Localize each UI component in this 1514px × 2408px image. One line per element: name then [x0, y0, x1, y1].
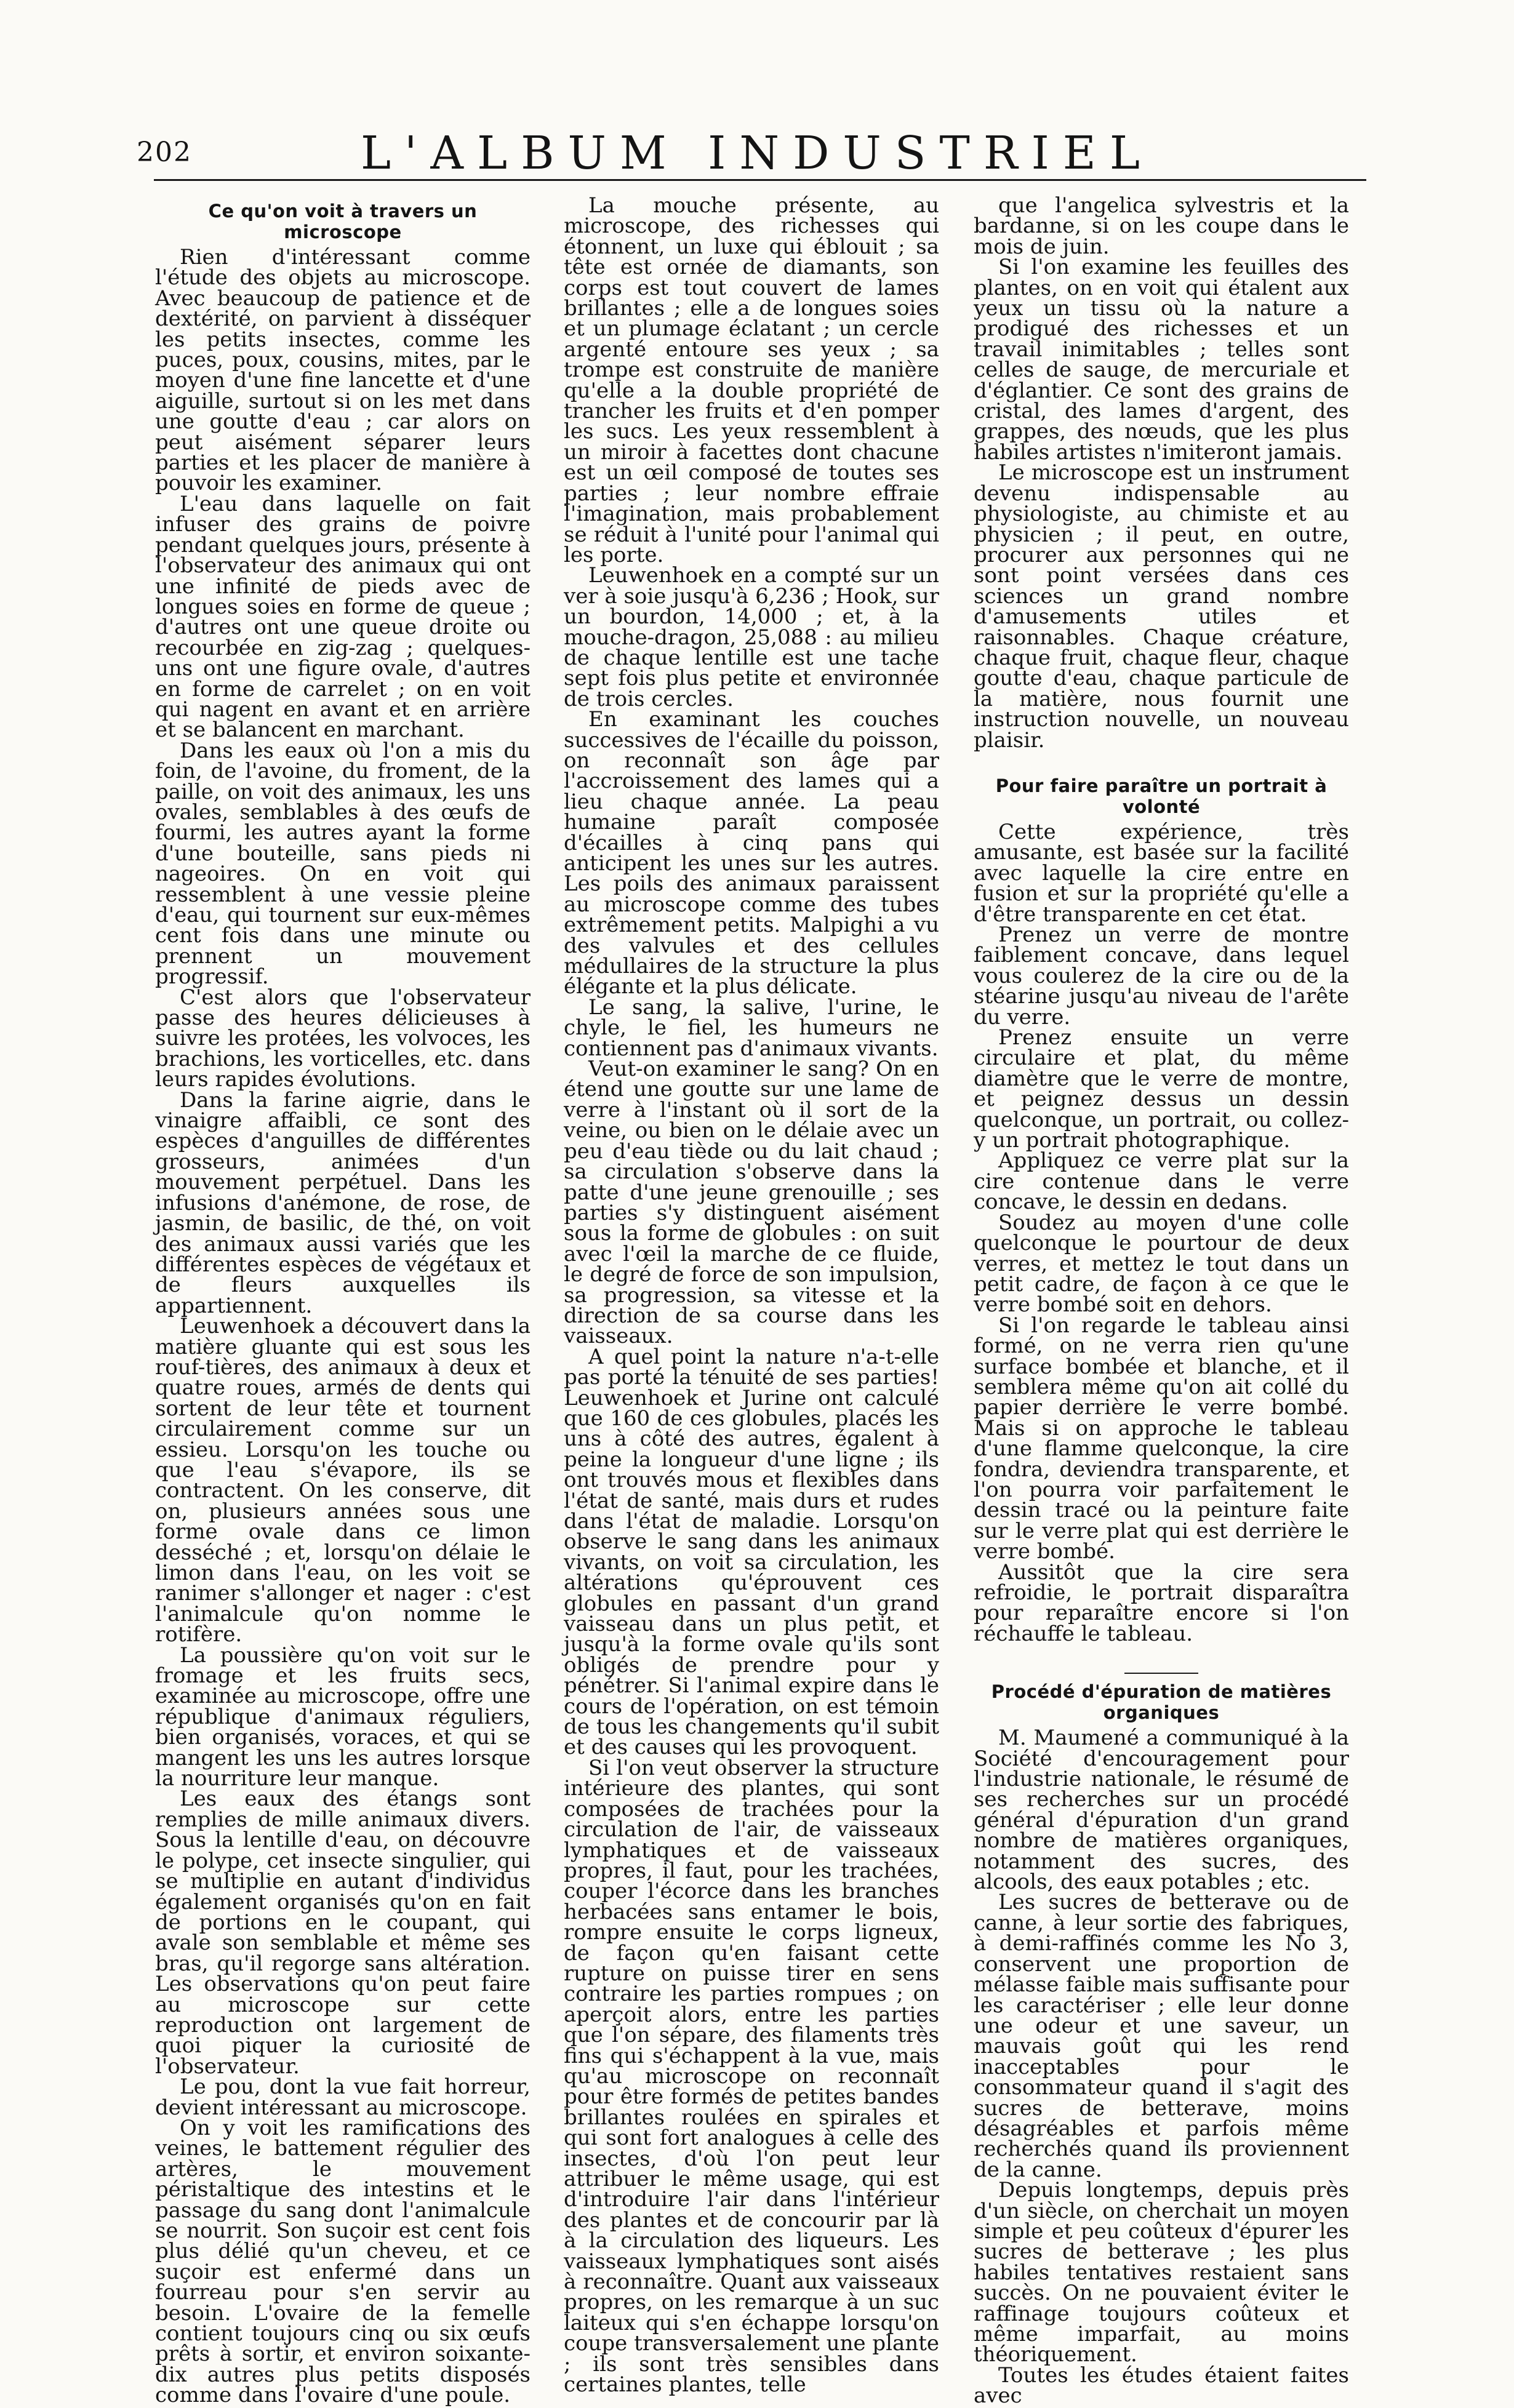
paragraph: C'est alors que l'observateur passe des heures délicieuses à suivre les protées, les volvoces, les brachions, les vorticelles, etc. dans leurs rapides évolutions.	[155, 985, 531, 1092]
paragraph: Toutes les études étaient faites avec	[974, 2362, 1349, 2408]
paragraph: que l'angelica sylvestris et la bardanne, si on les coupe dans le mois de juin.	[974, 193, 1349, 259]
page-number: 202	[137, 137, 192, 168]
paragraph: Appliquez ce verre plat sur la cire contenue dans le verre concave, le dessin en dedans.	[974, 1148, 1349, 1215]
section-heading-epuration: Procédé d'épuration de matières organiques	[991, 1681, 1332, 1724]
paragraph: Si l'on veut observer la structure intérieure des plantes, qui sont composées de trachées pour la circulation de l'air, de vaisseaux lymphatiques et de vaisseaux propres, il faut, pour les trachées, couper l'écorce dans les branches herbacées sans entamer le bois, rompre ensuite le corps ligneux, de façon qu'en faisant cette rupture on puisse tirer en sens contraire les parties rompues ; on aperçoit alors, entre les parties que l'on sépare, des filaments très fins qui s'échappent à la vue, mais qu'au microscope on reconnaît pour être formés de petites bandes brillantes roulées en spirales et qui sont fort analogues à celle des insectes, d'où l'on peut leur attribuer le même usage, qui est d'introduire l'air dans l'intérieur des plantes et de concourir par là à la circulation des liqueurs. Les vaisseaux lymphatiques sont aisés à reconnaître. Quant aux vaisseaux propres, on les remarque à un suc laiteux qui s'en échappe lorsqu'on coupe transversalement une plante ; ils sont très sensibles dans certaines plantes, telle	[564, 1755, 939, 2398]
paragraph: Le microscope est un instrument devenu indispensable au physiologiste, au chimiste et au physicien ; il peut, en outre, procurer aux personnes qui ne sont point versées dans ces sciences un grand nombre d'amusements utiles et raisonnables. Chaque créature, chaque fruit, chaque fleur, chaque goutte d'eau, chaque particule de la matière, nous fournit une instruction nouvelle, un nouveau plaisir.	[974, 460, 1349, 753]
paragraph: Si l'on regarde le tableau ainsi formé, on ne verra rien qu'une surface bombée et blanche, et il semblera même qu'on ait collé du papier derrière le verre bombé. Mais si on approche le tableau d'une flamme quelconque, la cire fondra, deviendra transparente, et l'on pourra voir parfaitement le dessin tracé ou la peinture faite sur le verre plat qui est derrière le verre bombé.	[974, 1313, 1349, 1564]
paragraph: En examinant les couches successives de l'écaille du poisson, on reconnaît son âge par l'accroissement des lames qui a lieu chaque année. La peau humaine paraît composée d'écailles à cinq pans qui anticipent les unes sur les autres. Les poils des animaux paraissent au microscope comme des tubes extrêmement petits. Malpighi a vu des valvules et des cellules médullaires de la structure la plus élégante et la plus délicate.	[564, 707, 939, 999]
section-heading-microscope: Ce qu'on voit à travers un microscope	[208, 201, 478, 242]
paragraph: Le pou, dont la vue fait horreur, devient intéressant au microscope.	[155, 2074, 531, 2120]
section-divider	[1124, 1673, 1198, 1674]
journal-title: L'ALBUM INDUSTRIEL	[361, 127, 1153, 180]
paragraph: Le sang, la salive, l'urine, le chyle, le fiel, les humeurs ne contiennent pas d'animaux vivants.	[564, 994, 939, 1061]
paragraph: Veut-on examiner le sang? On en étend une goutte sur une lame de verre à l'instant où il sort de la veine, ou bien on le délaie avec un peu d'eau tiède ou du lait chaud ; sa circulation s'observe dans la patte d'une jeune grenouille ; ses parties s'y distinguent aisément sous la forme de globules : on suit avec l'œil la marche de ce fluide, le degré de force de son impulsion, sa progression, sa vitesse et la direction de sa course dans les vaisseaux.	[564, 1057, 939, 1349]
paragraph: Prenez ensuite un verre circulaire et plat, du même diamètre que le verre de montre, et peignez dessus un dessin quelconque, un portrait, ou collez-y un portrait photographique.	[974, 1025, 1349, 1153]
paragraph: Les sucres de betterave ou de canne, à leur sortie des fabriques, à demi-raffinés comme les No 3, conservent une proportion de mélasse faible mais suffisante pour les caractériser ; elle leur donne une odeur et une saveur, un mauvais goût qui les rend inacceptables pour le consommateur quand il s'agit des sucres de betterave, moins désagréables et parfois même recherchés quand ils proviennent de la canne.	[974, 1890, 1349, 2182]
paragraph: Soudez au moyen d'une colle quelconque le pourtour de deux verres, et mettez le tout dans un petit cadre, de façon à ce que le verre bombé soit en dehors.	[974, 1210, 1349, 1318]
paragraph: Leuwenhoek en a compté sur un ver à soie jusqu'à 6,236 ; Hook, sur un bourdon, 14,000 ; et, à la mouche-dragon, 25,088 : au milieu de chaque lentille est une tache sept fois plus petite et environnée de trois cercles.	[564, 563, 939, 711]
paragraph: Aussitôt que la cire sera refroidie, le portrait disparaîtra pour reparaître encore si l'on réchauffe le tableau.	[974, 1559, 1349, 1646]
paragraph: Rien d'intéressant comme l'étude des objets au microscope. Avec beaucoup de patience et de dextérité, on parvient à disséquer les petits insectes, comme les puces, poux, cousins, mites, par le moyen d'une fine lancette et d'une aiguille, surtout si on les met dans une goutte d'eau ; car alors on peut aisément séparer leurs parties et les placer de manière à pouvoir les examiner.	[155, 245, 531, 496]
paragraph: Prenez un verre de montre faiblement concave, dans lequel vous coulerez de la cire ou de la stéarine jusqu'au niveau de l'arête du verre.	[974, 922, 1349, 1030]
paragraph: Cette expérience, très amusante, est basée sur la facilité avec laquelle la cire entre en fusion et sur la propriété qu'elle a d'être transparente en cet état.	[974, 819, 1349, 927]
paragraph: Si l'on examine les feuilles des plantes, on en voit qui étalent aux yeux un tissu où la nature a prodigué des richesses et un travail inimitables ; telles sont celles de sauge, de mercuriale et d'églantier. Ce sont des grains de cristal, des lames d'argent, des grappes, des nœuds, que les plus habiles artistes n'imiteront jamais.	[974, 255, 1349, 465]
column-3	[974, 193, 1349, 2408]
paragraph: L'eau dans laquelle on fait infuser des grains de poivre pendant quelques jours, présente à l'observateur des animaux qui ont une infinité de pieds avec de longues soies en forme de queue ; d'autres ont une queue droite ou recourbée en zig-zag ; quelques-uns ont une figure ovale, d'autres en forme de carrelet ; on en voit qui nagent en avant et en arrière et se balancent en marchant.	[155, 491, 531, 743]
section-heading-portrait: Pour faire paraître un portrait à volonté	[995, 775, 1328, 817]
paragraph: La poussière qu'on voit sur le fromage et les fruits secs, examinée au microscope, offre une république d'animaux réguliers, bien organisés, voraces, et qui se mangent les uns les autres lorsque la nourriture leur manque.	[155, 1642, 531, 1791]
paragraph: Leuwenhoek a découvert dans la matière gluante qui est sous les rouf-tières, des animaux à deux et quatre roues, armés de dents qui sortent de leur tête et tournent circulairement comme sur un essieu. Lorsqu'on les touche ou que l'eau s'évapore, ils se contractent. On les conserve, dit on, plusieurs années sous une forme ovale dans ce limon desséché ; et, lorsqu'on délaie le limon dans l'eau, on les voit se ranimer s'allonger et nager : c'est l'animalcule qu'on nomme le rotifère.	[155, 1314, 531, 1647]
header-rule	[154, 179, 1366, 181]
paragraph: La mouche présente, au microscope, des richesses qui étonnent, un luxe qui éblouit ; sa tête est ornée de diamants, son corps est tout couvert de lames brillantes ; elle a de longues soies et un plumage éclatant ; un cercle argenté entoure ses yeux ; sa trompe est construite de manière qu'elle a la double propriété de trancher les fruits et d'en pomper les sucs. Les yeux ressemblent à un miroir à facettes dont chacune est un œil composé de toutes ses parties ; leur nombre effraie l'imagination, mais probablement se réduit à l'unité pour l'animal qui les porte.	[564, 193, 939, 567]
paragraph: On y voit les ramifications des veines, le battement régulier des artères, le mouvement péristaltique des intestins et le passage du sang dont l'animalcule se nourrit. Son suçoir est cent fois plus délié qu'un cheveu, et ce suçoir est enfermé dans un fourreau pour s'en servir au besoin. L'ovaire de la femelle contient toujours cinq ou six œufs prêts à sortir, et environ soixante-dix autres plus petits disposés comme dans l'ovaire d'une poule.	[155, 2115, 531, 2408]
paragraph: Les eaux des étangs sont remplies de mille animaux divers. Sous la lentille d'eau, on découvre le polype, cet insecte singulier, qui se multiplie en autant d'individus également organisés qu'on en fait de portions en le coupant, qui avale son semblable et même ses bras, qu'il regorge sans altération. Les observations qu'on peut faire au microscope sur cette reproduction ont largement de quoi piquer la curiosité de l'observateur.	[155, 1786, 531, 2079]
column-1	[155, 196, 531, 2408]
paragraph: A quel point la nature n'a-t-elle pas porté la ténuité de ses parties! Leuwenhoek et Jurine ont calculé que 160 de ces globules, placés les uns à côté des autres, égalent à peine la longueur d'une ligne ; ils ont trouvés mous et flexibles dans l'état de santé, mais durs et rudes dans l'état de maladie. Lorsqu'on observe le sang dans les animaux vivants, on voit sa circulation, les altérations qu'éprouvent ces globules en passant d'un grand vaisseau dans un plus petit, et jusqu'à la forme ovale qu'ils sont obligés de prendre pour y pénétrer. Si l'animal expire dans le cours de l'opération, on est témoin de tous les changements qu'il subit et des causes qui les provoquent.	[564, 1344, 939, 1760]
paragraph: Depuis longtemps, depuis près d'un siècle, on cherchait un moyen simple et peu coûteux d'épurer les sucres de betterave ; les plus habiles tentatives restaient sans succès. On ne pouvaient éviter le raffinage toujours coûteux et même imparfait, au moins théoriquement.	[974, 2178, 1349, 2367]
paragraph: M. Maumené a communiqué à la Société d'encouragement pour l'industrie nationale, le résumé de ses recherches sur un procédé général d'épuration d'un grand nombre de matières organiques, notamment des sucres, des alcools, des eaux potables ; etc.	[974, 1726, 1349, 1895]
paragraph: Dans les eaux où l'on a mis du foin, de l'avoine, du froment, de la paille, on voit des animaux, les uns ovales, semblables à des œufs de fourmi, les autres ayant la forme d'une bouteille, sans pieds ni nageoires. On en voit qui ressemblent à une vessie pleine d'eau, qui tournent sur eux-mêmes cent fois dans une minute ou prennent un mouvement progressif.	[155, 738, 531, 990]
paragraph: Dans la farine aigrie, dans le vinaigre affaibli, ce sont des espèces d'anguilles de différentes grosseurs, animées d'un mouvement perpétuel. Dans les infusions d'anémone, de rose, de jasmin, de basilic, de thé, on voit des animaux aussi variés que les différentes espèces de végétaux et de fleurs auxquelles ils appartiennent.	[155, 1087, 531, 1318]
column-2	[564, 193, 939, 2398]
